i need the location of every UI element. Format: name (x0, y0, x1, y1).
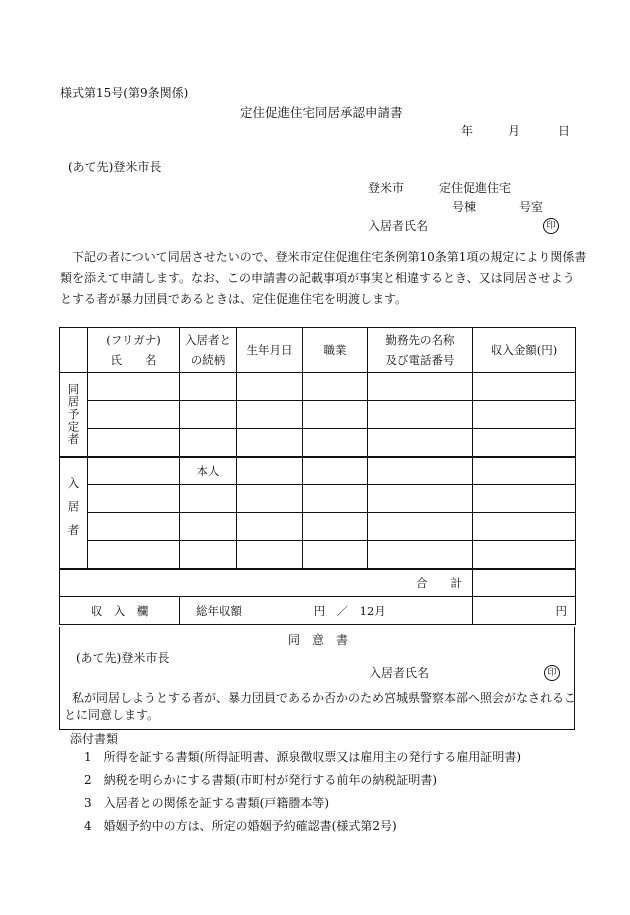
consent-text: 私が同居しようとする者が、暴力団員であるか否かのため宮城県警察本部へ照会がなされるこ とに同意します。 (64, 691, 577, 722)
cell[interactable] (88, 373, 180, 401)
consent-box (59, 627, 575, 730)
cell[interactable] (237, 485, 303, 513)
cell[interactable] (88, 429, 180, 457)
group-cohabitants: 同居予定者 (60, 373, 88, 457)
cell[interactable] (88, 541, 180, 569)
page-title: 定住促進住宅同居承認申請書 (240, 105, 403, 120)
cell[interactable] (88, 401, 180, 429)
cell[interactable] (303, 541, 368, 569)
cell[interactable] (368, 373, 473, 401)
income-label: 収 入 欄 (60, 597, 180, 625)
table-row (60, 541, 576, 569)
table-row (60, 513, 576, 541)
cell[interactable] (368, 401, 473, 429)
cell[interactable] (473, 401, 576, 429)
group-residents: 入居者 (60, 457, 88, 569)
body-text (60, 247, 586, 310)
cell[interactable] (473, 541, 576, 569)
applicant-building: 号棟 (452, 200, 477, 214)
body-line: 類を添えて申請します。なお、この申請書の記載事項が事実と相違するとき、又は同居させよう (60, 271, 575, 285)
header-job: 職業 (303, 328, 368, 373)
list-item: 3 入居者との関係を証する書類(戸籍謄本等) (84, 796, 330, 810)
table-row (60, 457, 576, 485)
cell[interactable] (180, 373, 237, 401)
list-item: 2 納税を明らかにする書類(市町村が発行する前年の納税証明書) (84, 773, 438, 787)
cell[interactable] (180, 541, 237, 569)
cell[interactable] (237, 373, 303, 401)
table-row (60, 401, 576, 429)
cell[interactable] (237, 513, 303, 541)
header-income: 収入金額(円) (473, 328, 576, 373)
attachments-list (84, 746, 521, 838)
header-relation: 入居者と の続柄 (180, 328, 237, 373)
table-row (60, 429, 576, 457)
cell[interactable] (180, 485, 237, 513)
consent-addressee: (あて先)登米市長 (76, 651, 170, 665)
attachments-title: 添付書類 (70, 732, 119, 746)
cell[interactable] (368, 513, 473, 541)
addressee: (あて先)登米市長 (68, 160, 162, 174)
cell[interactable] (473, 373, 576, 401)
table-row (60, 373, 576, 401)
cell[interactable] (303, 429, 368, 457)
cell[interactable] (303, 513, 368, 541)
header-birth: 生年月日 (237, 328, 303, 373)
consent-seal: 印 (544, 665, 560, 681)
total-label: 合 計 (60, 569, 473, 597)
applicant-name-label: 入居者氏名 (368, 219, 429, 233)
cell[interactable] (303, 457, 368, 485)
cell[interactable] (180, 401, 237, 429)
cell[interactable] (473, 429, 576, 457)
body-line: とする者が暴力団員であるときは、定住促進住宅を明渡します。 (60, 292, 408, 306)
cell[interactable] (88, 513, 180, 541)
cell[interactable] (473, 513, 576, 541)
cell[interactable] (237, 429, 303, 457)
header-blank (60, 328, 88, 373)
cell[interactable] (303, 485, 368, 513)
table-row (60, 485, 576, 513)
total-row (60, 569, 576, 597)
header-work: 勤務先の名称 及び電話番号 (368, 328, 473, 373)
income-annual-cell[interactable]: 総年収額 円 ／ 12月 (180, 597, 473, 625)
cohabitant-table (59, 327, 576, 625)
income-monthly-cell[interactable]: 円 (473, 597, 576, 625)
applicant-room: 号室 (519, 200, 544, 214)
consent-title: 同 意 書 (288, 633, 349, 647)
applicant-city: 登米市 (368, 181, 405, 195)
cell[interactable] (368, 485, 473, 513)
form-number: 様式第15号(第9条関係) (60, 86, 189, 100)
header-name: (フリガナ) 氏 名 (88, 328, 180, 373)
applicant-seal: 印 (543, 218, 559, 234)
list-item: 4 婚姻予約中の方は、所定の婚姻予約確認書(様式第2号) (84, 819, 397, 833)
cell[interactable] (237, 457, 303, 485)
applicant-housing: 定住促進住宅 (439, 181, 512, 195)
total-value-cell[interactable] (473, 569, 576, 597)
cell[interactable] (368, 457, 473, 485)
income-row (60, 597, 576, 625)
date-year: 年 (461, 124, 474, 138)
cell[interactable] (368, 429, 473, 457)
cell[interactable] (303, 373, 368, 401)
self-label: 本人 (180, 457, 237, 485)
cell[interactable] (88, 457, 180, 485)
date-day: 日 (558, 124, 571, 138)
consent-name-label: 入居者氏名 (369, 666, 430, 680)
cell[interactable] (473, 457, 576, 485)
cell[interactable] (180, 429, 237, 457)
cell[interactable] (303, 401, 368, 429)
cell[interactable] (237, 401, 303, 429)
date-month: 月 (508, 124, 521, 138)
cell[interactable] (88, 485, 180, 513)
list-item: 1 所得を証する書類(所得証明書、源泉徴収票又は雇用主の発行する雇用証明書) (84, 750, 522, 764)
cell[interactable] (180, 513, 237, 541)
cell[interactable] (237, 541, 303, 569)
cell[interactable] (368, 541, 473, 569)
body-line: 下記の者について同居させたいので、登米市定住促進住宅条例第10条第1項の規定により関係書 (72, 250, 587, 264)
cell[interactable] (473, 485, 576, 513)
